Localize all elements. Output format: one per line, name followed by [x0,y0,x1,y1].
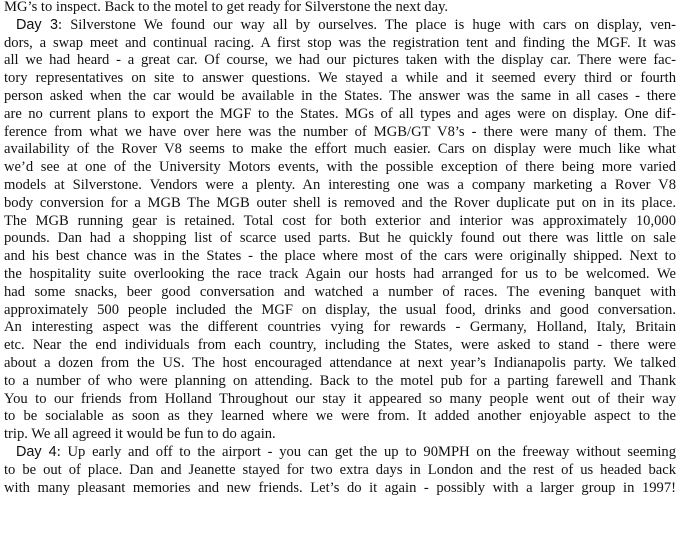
text-line: the hospitality suite overlooking the race track Again our hosts had arranged for us to be welcomed. We [4,265,676,282]
text-line: and his best chance was in the States - the place where most of the cars were originally shipped. Next to [4,248,676,265]
text-line: The MGB running gear is retained. Total cost for both exterior and interior was approximately 10,000 [4,212,676,229]
text-line: etc. Near the end individuals from each country, including the States, were asked to stand - there were [4,337,676,354]
text-line: You to our friends from Holland Throughout our stay it appeared so many people went out of their way [4,390,676,407]
text-span: : Up early and off to the airport - you can get the up to 90MPH on the freeway without seeming [56,443,676,460]
text-line: about a dozen from the US. The host encouraged attendance at next year’s Indianapolis party. We talked [4,354,676,371]
text-line: availability of the Rover V8 seems to make the effort much easier. Cars on display were much like what [4,141,676,158]
text-line: with many pleasant memories and new friends. Let’s do it again - possibly with a larger group in 1997! [4,479,676,496]
text-line: An interesting aspect was the different countries vying for rewards - Germany, Holland, Italy, Britain [4,319,676,336]
text-line: all we had heard - a great car. Of course, we had our pictures taken with the display car. There were fac- [4,52,676,69]
text-line: we’d see at one of the University Motors events, with the possible exception of there being more varied [4,159,676,176]
text-span: : Silverstone We found our way all by ourselves. The place is huge with cars on display, ven- [58,16,676,33]
text-line: tory representatives on site to answer questions. We stayed a while and it seemed every third or fourth [4,70,676,87]
text-line: dors, a swap meet and continual racing. A first stop was the registration tent and finding the MGF. It was [4,34,676,51]
text-line: models at Silverstone. Vendors were a plenty. An interesting one was a company marketing a Rover V8 [4,176,676,193]
text-line: to a number of who were planning on attending. Back to the motel pub for a parting farewell and Thank [4,372,676,389]
text-line: had some snacks, beer good conversation and watched a number of races. The evening banquet with [4,283,676,300]
day-heading: Day 3 [16,16,59,33]
text-line: body conversion for a MGB The MGB outer shell is removed and the Rover duplicate put on in its place. [4,194,676,211]
text-line: person asked when the car would be available in the States. The answer was the same in all cases - there [4,87,676,104]
text-line: to be out of place. Dan and Jeanette stayed for two extra days in London and the rest of us headed back [4,461,676,478]
day-heading: Day 4 [16,443,57,460]
text-line: MG’s to inspect. Back to the motel to get ready for Silverstone the next day. [4,0,449,15]
text-line: trip. We all agreed it would be fun to do again. [4,426,276,443]
text-line: to be socialable as soon as they learned where we were from. It added another enjoyable aspect to the [4,408,676,425]
document-page [4,0,676,497]
text-line [4,17,676,35]
text-line: ference from what we have over here was the number of MGB/GT V8’s - there were many of them. The [4,123,676,140]
text-line [4,444,676,462]
text-line: approximately 500 people included the MGF on display, the usual food, drinks and good conversation. [4,301,676,318]
text-line: pounds. Dan had a shopping list of scarce used parts. But he quickly found out there was little on sale [4,230,676,247]
text-line: are no current plans to export the MGF to the States. MGs of all types and ages were on display. One dif- [4,105,676,122]
